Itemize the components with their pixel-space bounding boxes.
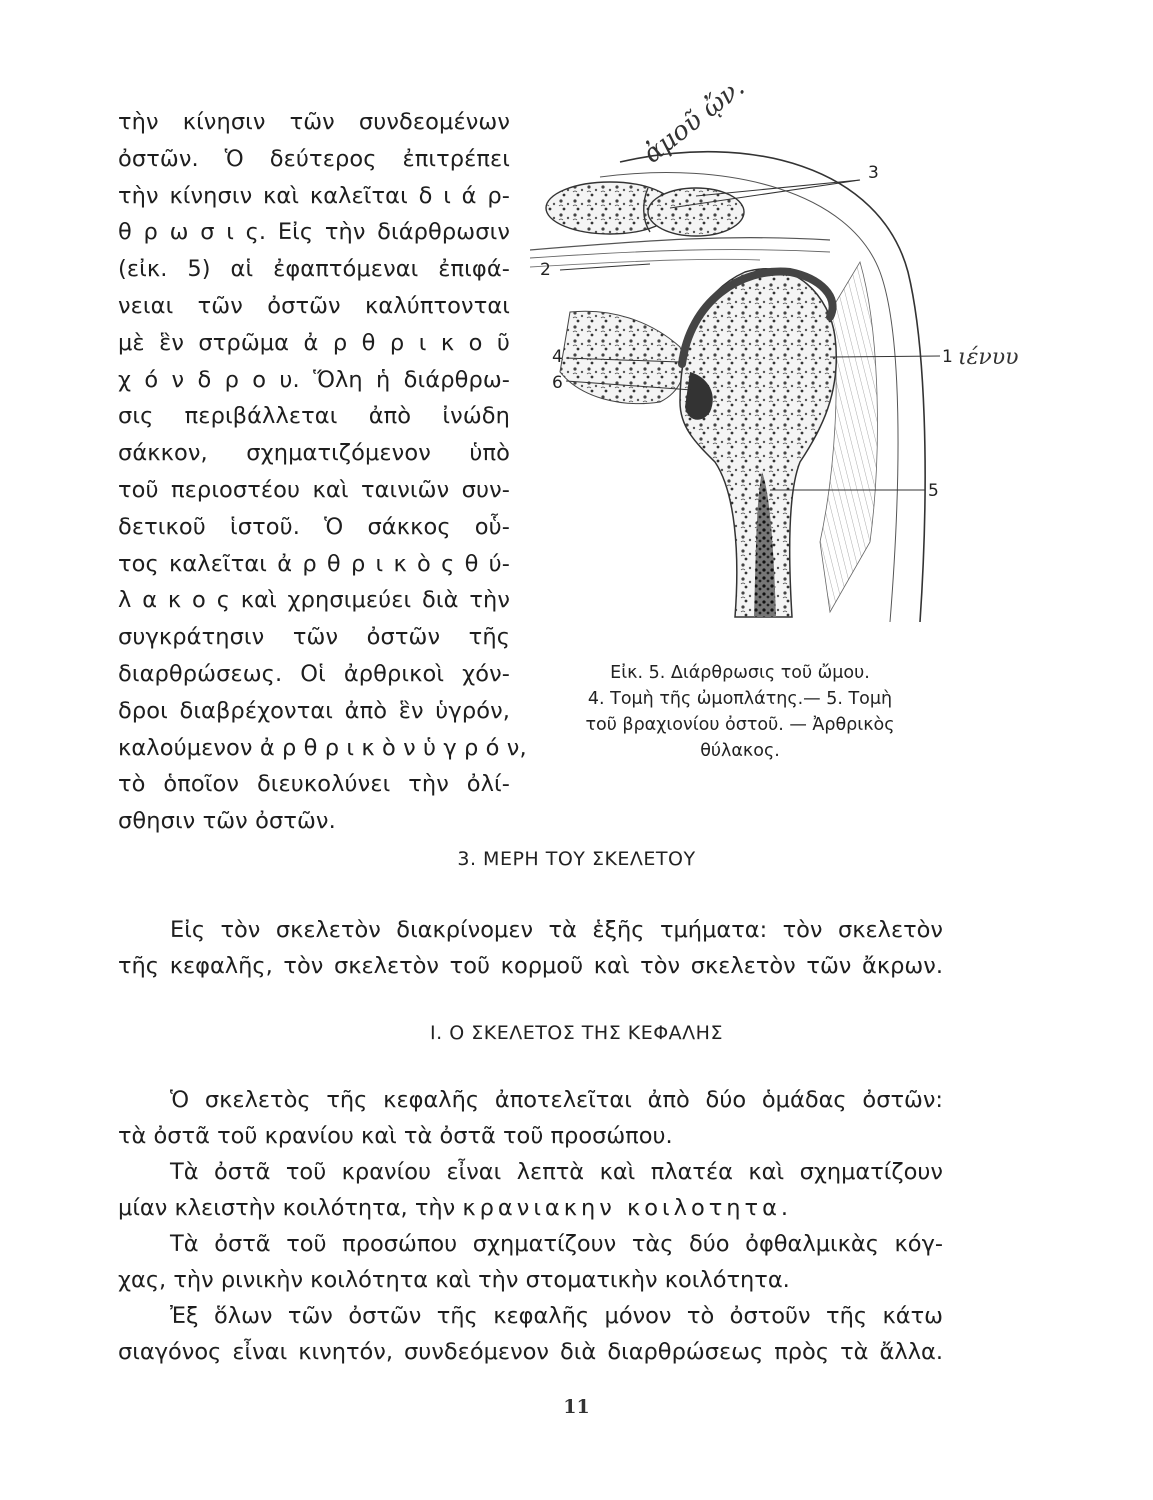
text-line: θ ρ ω σ ι ς. Εἰς τὴν διάρθρωσιν <box>118 219 510 246</box>
label-2: 2 <box>540 260 551 280</box>
label-3: 3 <box>868 163 879 183</box>
section-heading-skull: Ι. Ο ΣΚΕΛΕΤΟΣ ΤΗΣ ΚΕΦΑΛΗΣ <box>430 1022 723 1044</box>
text-line: νειαι τῶν ὀστῶν καλύπτονται <box>118 292 510 319</box>
text-line: τῆς κεφαλῆς, τὸν σκελετὸν τοῦ κορμοῦ καὶ τὸν σκελετὸν τῶν ἄκρων. <box>118 953 943 979</box>
text-line: σις περιβάλλεται ἀπὸ ἰνώδη <box>118 403 510 430</box>
text-line: τὴν κίνησιν καὶ καλεῖται δ ι ά ρ- <box>118 182 510 209</box>
leader-line-3b <box>696 180 860 196</box>
text-line <box>118 1190 943 1226</box>
text-line: λ α κ ο ς καὶ χρησιμεύει διὰ τὴν <box>118 587 510 614</box>
text-line: δετικοῦ ἱστοῦ. Ὁ σάκκος οὗ- <box>118 513 510 540</box>
figure-caption <box>540 660 940 764</box>
text-line: Ὁ σκελετὸς τῆς κεφαλῆς ἀποτελεῖται ἀπὸ δύο ὁμάδας ὀστῶν: <box>170 1087 943 1113</box>
text-line: τὸ ὁποῖον διευκολύνει τὴν ὀλί- <box>118 771 510 798</box>
text-line: Τὰ ὀστᾶ τοῦ προσώπου σχηματίζουν τὰς δύο ὀφθαλμικὰς κόγ- <box>170 1231 943 1257</box>
handwritten-note-top: ἀμοῦ ᾤν. <box>637 72 751 170</box>
text-line: τὴν κίνησιν τῶν συνδεομένων <box>118 109 510 135</box>
caption-line: τοῦ βραχιονίου ὀστοῦ. — Ἀρθρικὸς <box>585 715 895 735</box>
scapula-section <box>560 311 684 403</box>
text-line: τος καλεῖται ἀ ρ θ ρ ι κ ὸ ς θ ύ- <box>118 550 510 577</box>
tendon-line <box>530 250 830 258</box>
text-line: συγκράτησιν τῶν ὀστῶν τῆς <box>118 624 510 651</box>
text-line: σάκκον, σχηματιζόμενον ὑπὸ <box>118 440 510 467</box>
text-line: διαρθρώσεως. Οἱ ἀρθρικοὶ χόν- <box>118 660 510 687</box>
text-line: χας, τὴν ρινικὴν κοιλότητα καὶ τὴν στοματικὴν κοιλότητα. <box>118 1267 790 1293</box>
text-line: καλούμενον ἀ ρ θ ρ ι κ ὸ ν ὑ γ ρ ό ν, <box>118 734 527 761</box>
skull-paragraphs <box>118 1082 943 1370</box>
acromion-bone <box>648 188 744 236</box>
label-4: 4 <box>552 347 563 367</box>
label-6: 6 <box>552 373 563 393</box>
tendon-line <box>530 238 830 250</box>
left-text-column <box>118 104 527 840</box>
section-heading-skeleton-parts: 3. ΜΕΡΗ ΤΟΥ ΣΚΕΛΕΤΟΥ <box>457 848 696 870</box>
text-line: σθησιν τῶν ὀστῶν. <box>118 808 336 835</box>
text-line: ὀστῶν. Ὁ δεύτερος ἐπιτρέπει <box>118 145 510 172</box>
caption-line: θύλακος. <box>700 741 780 761</box>
handwritten-note-right: ιένυυ <box>958 345 1019 370</box>
shoulder-joint-illustration <box>530 72 1060 672</box>
text-line: δροι διαβρέχονται ἀπὸ ἓν ὑγρόν, <box>118 697 510 724</box>
text-line: μὲ ἓν στρῶμα ἀ ρ θ ρ ι κ ο ῦ <box>118 329 510 356</box>
tendon-line <box>530 259 760 267</box>
text-line: τοῦ περιοστέου καὶ ταινιῶν συν- <box>118 476 510 503</box>
text-line: Τὰ ὀστᾶ τοῦ κρανίου εἶναι λεπτὰ καὶ πλατέα καὶ σχηματίζουν <box>170 1159 943 1185</box>
text-line: σιαγόνος εἶναι κινητόν, συνδεόμενον διὰ διαρθρώσεως πρὸς τὰ ἄλλα. <box>118 1339 943 1365</box>
text-fragment: μίαν κλειστὴν κοιλότητα, τὴν <box>118 1195 456 1221</box>
text-line: (εἰκ. 5) αἱ ἐφαπτόμεναι ἐπιφά- <box>118 256 510 283</box>
spaced-term: κρανιακην κοιλοτητα. <box>462 1195 793 1221</box>
text-line: τὰ ὀστᾶ τοῦ κρανίου καὶ τὰ ὀστᾶ τοῦ προσώπου. <box>118 1123 673 1149</box>
caption-line: Εἰκ. 5. Διάρθρωσις τοῦ ὤμου. <box>610 663 870 683</box>
label-5: 5 <box>928 481 939 501</box>
text-line: χ ό ν δ ρ ο υ. Ὅλη ἡ διάρθρω- <box>118 366 510 393</box>
shoulder-joint-figure <box>530 72 1060 692</box>
page-number: 11 <box>563 1396 590 1418</box>
label-1: 1 <box>942 347 953 367</box>
text-line: Ἐξ ὅλων τῶν ὀστῶν τῆς κεφαλῆς μόνον τὸ ὀστοῦν τῆς κάτω <box>170 1303 943 1329</box>
caption-line: 4. Τομὴ τῆς ὠμοπλάτης.— 5. Τομὴ <box>587 689 893 709</box>
text-line: Εἰς τὸν σκελετὸν διακρίνομεν τὰ ἑξῆς τμήματα: τὸν σκελετὸν <box>170 917 943 943</box>
skeleton-parts-paragraph <box>118 912 943 984</box>
